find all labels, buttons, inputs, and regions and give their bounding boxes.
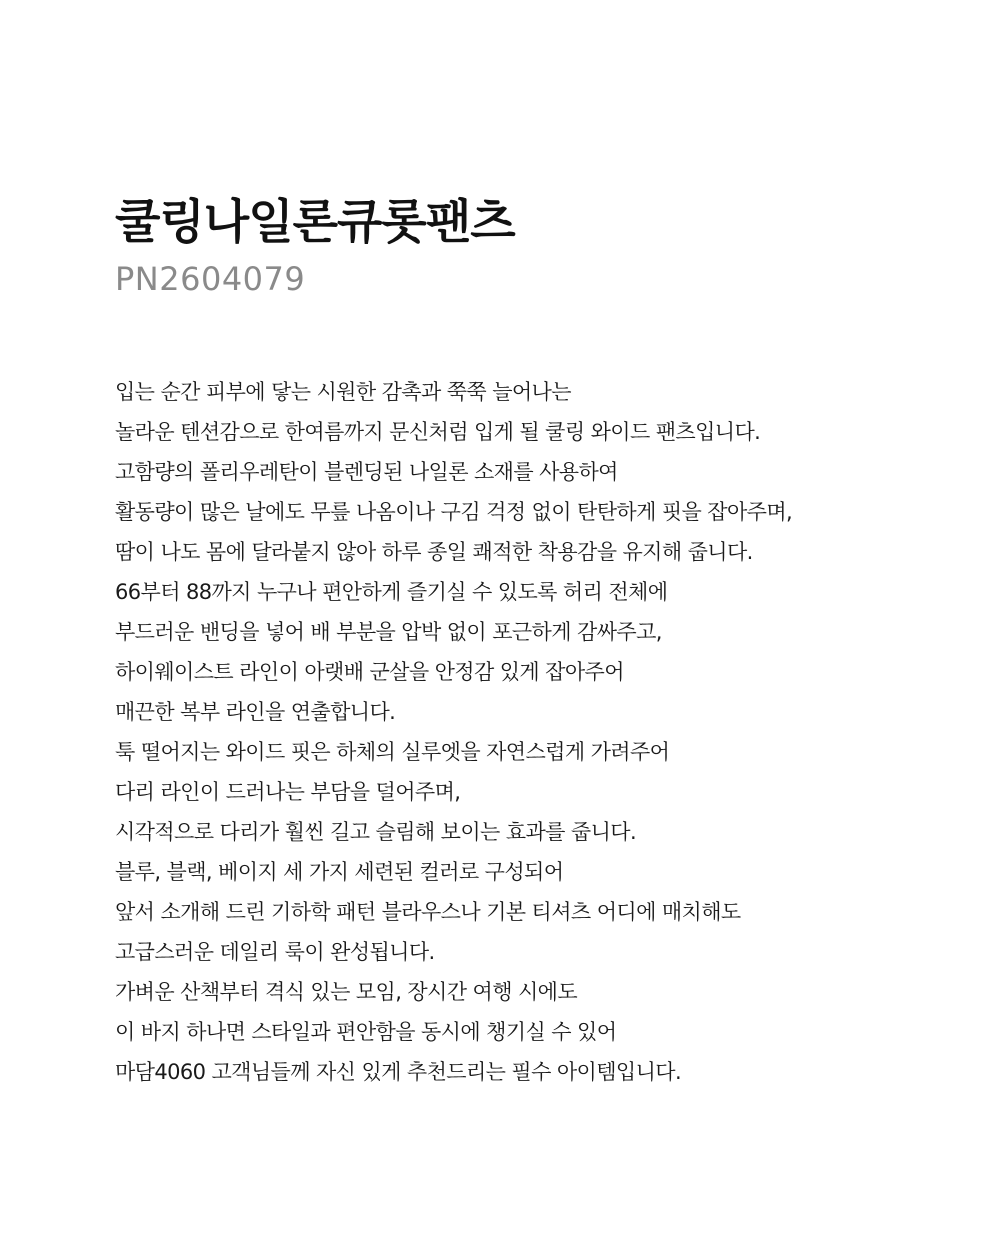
description-line: 하이웨이스트 라인이 아랫배 군살을 안정감 있게 잡아주어 [115, 660, 624, 684]
description-line: 가벼운 산책부터 격식 있는 모임, 장시간 여행 시에도 [115, 980, 578, 1004]
description-line: 땀이 나도 몸에 달라붙지 않아 하루 종일 쾌적한 착용감을 유지해 줍니다. [115, 540, 753, 564]
description-line: 부드러운 밴딩을 넣어 배 부분을 압박 없이 포근하게 감싸주고, [115, 620, 662, 644]
description-line: 툭 떨어지는 와이드 핏은 하체의 실루엣을 자연스럽게 가려주어 [115, 740, 670, 764]
description-line: 블루, 블랙, 베이지 세 가지 세련된 컬러로 구성되어 [115, 860, 564, 884]
product-code: PN2604079 [115, 260, 306, 298]
product-header [115, 192, 975, 300]
description-line: 고급스러운 데일리 룩이 완성됩니다. [115, 940, 435, 964]
description-line: 매끈한 복부 라인을 연출합니다. [115, 700, 396, 724]
description-line: 놀라운 텐션감으로 한여름까지 문신처럼 입게 될 쿨링 와이드 팬츠입니다. [115, 420, 761, 444]
description-line: 시각적으로 다리가 훨씬 길고 슬림해 보이는 효과를 줍니다. [115, 820, 637, 844]
description-line: 고함량의 폴리우레탄이 블렌딩된 나일론 소재를 사용하여 [115, 460, 618, 484]
description-line: 이 바지 하나면 스타일과 편안함을 동시에 챙기실 수 있어 [115, 1020, 617, 1044]
description-line: 입는 순간 피부에 닿는 시원한 감촉과 쭉쭉 늘어나는 [115, 380, 571, 404]
product-description [115, 372, 985, 1092]
description-line: 활동량이 많은 날에도 무릎 나옴이나 구김 걱정 없이 탄탄하게 핏을 잡아주며, [115, 500, 793, 524]
description-line: 다리 라인이 드러나는 부담을 덜어주며, [115, 780, 461, 804]
description-line: 앞서 소개해 드린 기하학 패턴 블라우스나 기본 티셔츠 어디에 매치해도 [115, 900, 741, 924]
description-line: 66부터 88까지 누구나 편안하게 즐기실 수 있도록 허리 전체에 [115, 580, 668, 604]
product-title: 쿨링나일론큐롯팬츠 [115, 195, 515, 250]
description-line: 마담4060 고객님들께 자신 있게 추천드리는 필수 아이템입니다. [115, 1060, 682, 1084]
